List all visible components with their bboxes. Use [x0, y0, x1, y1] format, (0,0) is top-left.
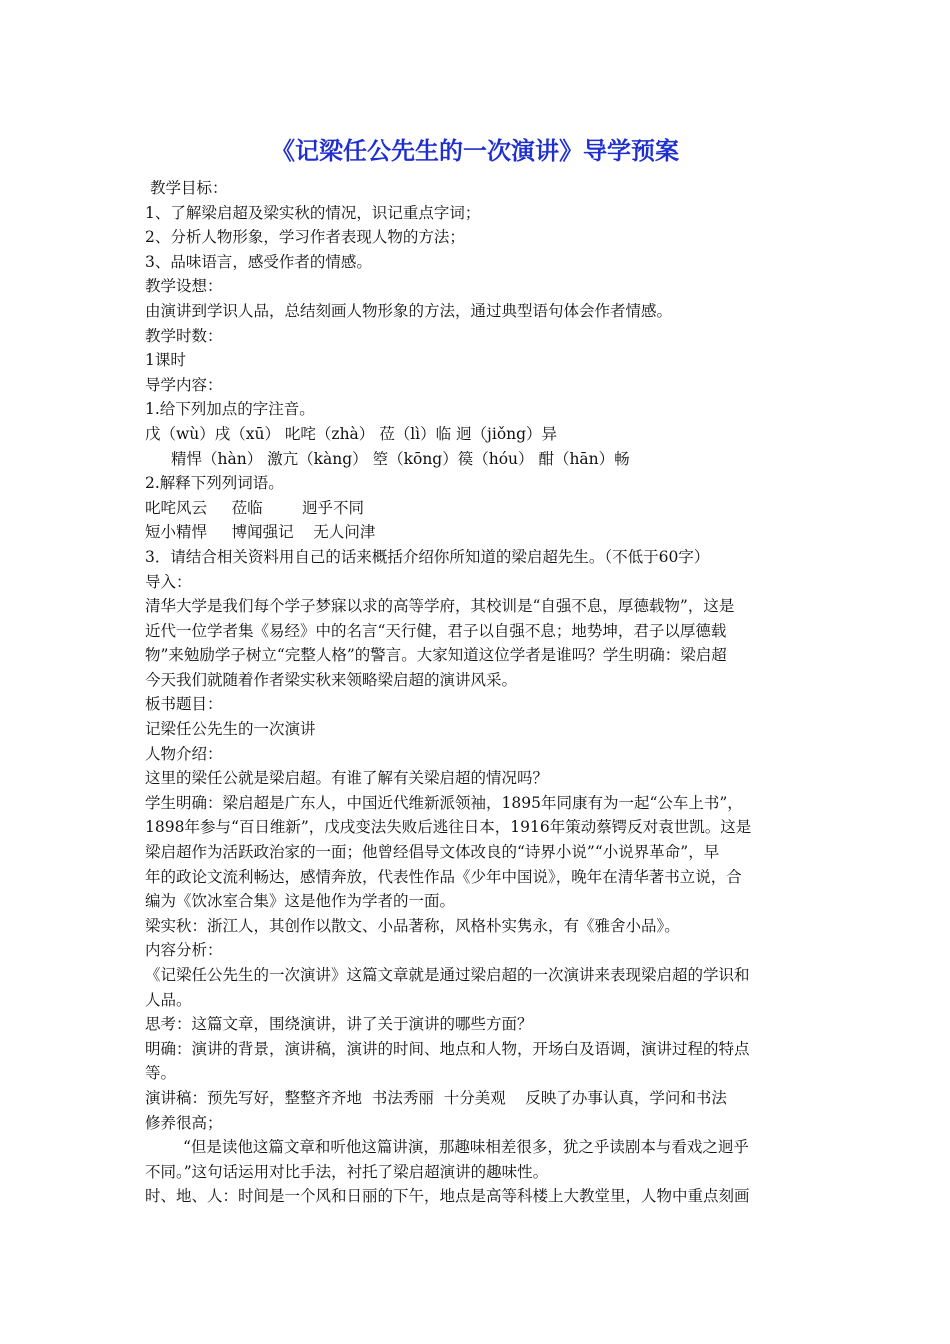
text-line: 2.解释下列列词语。: [145, 474, 284, 493]
text-line: 编为《饮冰室合集》这是他作为学者的一面。: [145, 892, 456, 911]
text-line: 年的政论文流利畅达，感情奔放，代表性作品《少年中国说》，晚年在清华著书立说，合: [145, 867, 742, 886]
text-line: 1898年参与“百日维新”，戊戌变法失败后逃往日本，1916年策动蔡锷反对袁世凯。这是: [145, 818, 752, 837]
text-line: 《记梁任公先生的一次演讲》这篇文章就是通过梁启超的一次演讲来表现梁启超的学识和: [145, 966, 750, 984]
text-line: 人品。: [145, 990, 192, 1009]
text-line: 物”来勉励学子树立“完整人格”的警言。大家知道这位学者是谁吗？学生明确：梁启超: [145, 646, 727, 665]
text-line: 1课时: [145, 351, 186, 370]
text-line: 记梁任公先生的一次演讲: [145, 720, 316, 739]
text-line: 演讲稿：预先写好，整整齐齐地 书法秀丽 十分美观 反映了办事认真，学问和书法: [145, 1088, 727, 1107]
text-line: 3．请结合相关资料用自己的话来概括介绍你所知道的梁启超先生。（不低于60字）: [145, 547, 710, 566]
document-body: [145, 176, 810, 1209]
text-line: 不同。”这句话运用对比手法，衬托了梁启超演讲的趣味性。: [145, 1162, 549, 1181]
text-line: 思考：这篇文章，围绕演讲，讲了关于演讲的哪些方面？: [145, 1015, 533, 1034]
text-line: 由演讲到学识人品，总结刻画人物形象的方法，通过典型语句体会作者情感。: [145, 301, 673, 320]
text-line: 精悍（hàn） 激亢（kàng） 箜（kōng）篌（hóu） 酣（hān）畅: [171, 449, 630, 468]
text-line: 导学内容：: [145, 375, 223, 394]
text-line: “但是读他这篇文章和听他这篇讲演，那趣味相差很多，犹之乎读剧本与看戏之迥乎: [183, 1138, 749, 1157]
text-line: 教学设想：: [145, 277, 223, 296]
text-line: 1.给下列加点的字注音。: [145, 400, 315, 419]
text-line: 等。: [145, 1064, 177, 1083]
text-line: 学生明确：梁启超是广东人，中国近代维新派领袖，1895年同康有为一起“公车上书”，: [145, 793, 743, 812]
text-line: 梁启超作为活跃政治家的一面；他曾经倡导文体改良的“诗界小说”“小说界革命”，早: [145, 843, 720, 862]
text-line: 修养很高；: [145, 1113, 223, 1132]
text-line: 近代一位学者集《易经》中的名言“天行健，君子以自强不息；地势坤，君子以厚德载: [145, 621, 727, 640]
document-title: 《记梁任公先生的一次演讲》导学预案: [271, 137, 679, 165]
text-line: 1、了解梁启超及梁实秋的情况，识记重点字词；: [145, 203, 481, 222]
text-line: 导入：: [145, 572, 192, 591]
text-line: 清华大学是我们每个学子梦寐以求的高等学府，其校训是“自强不息，厚德载物”，这是: [145, 597, 735, 616]
text-line: 短小精悍 博闻强记 无人问津: [145, 523, 376, 542]
text-line: 教学目标：: [145, 179, 228, 197]
text-line: 叱咤风云 莅临 迥乎不同: [145, 498, 365, 517]
text-line: 戊（wù）戌（xū） 叱咤（zhà） 莅（lì）临 迥（jiǒng）异: [145, 424, 558, 443]
text-line: 明确：演讲的背景，演讲稿，演讲的时间、地点和人物，开场白及语调，演讲过程的特点: [145, 1039, 750, 1058]
text-line: 3、品味语言，感受作者的情感。: [145, 252, 372, 271]
text-line: 今天我们就随着作者梁实秋来领略梁启超的演讲风采。: [145, 670, 518, 689]
text-line: 梁实秋：浙江人，其创作以散文、小品著称，风格朴实隽永，有《雅舍小品》。: [145, 916, 680, 935]
text-line: 时、地、人：时间是一个风和日丽的下午，地点是高等科楼上大教堂里，人物中重点刻画: [145, 1187, 750, 1206]
text-line: 2、分析人物形象，学习作者表现人物的方法；: [145, 228, 465, 247]
text-line: 这里的梁任公就是梁启超。有谁了解有关梁启超的情况吗？: [145, 769, 549, 788]
text-line: 教学时数：: [145, 326, 223, 345]
text-line: 板书题目：: [145, 695, 223, 714]
text-line: 人物介绍：: [145, 744, 223, 763]
text-line: 内容分析：: [145, 941, 223, 960]
